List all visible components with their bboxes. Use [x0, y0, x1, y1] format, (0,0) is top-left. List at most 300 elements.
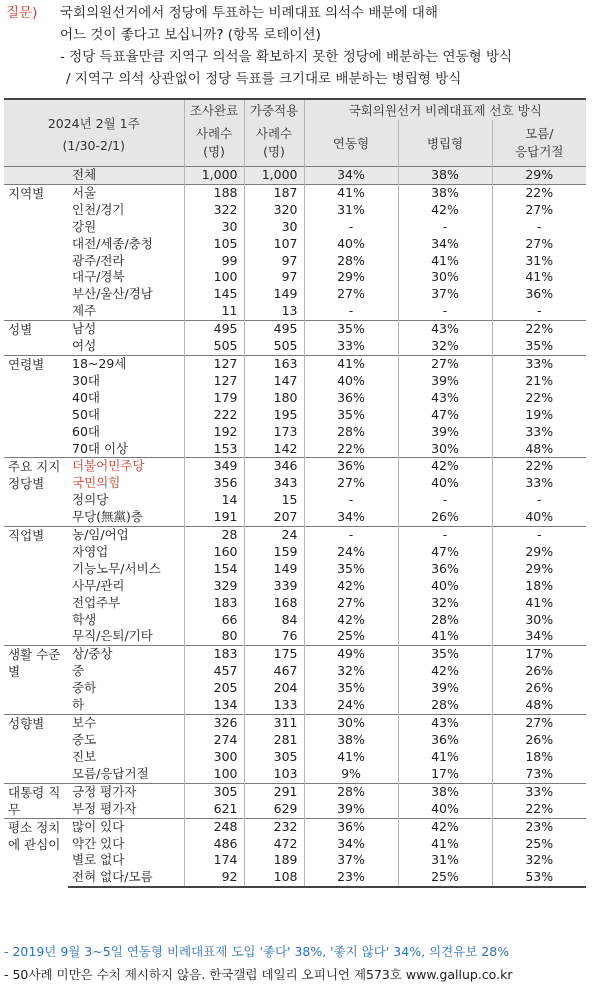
cell-parallel-pct: 40%	[398, 578, 492, 595]
cell-done-count: 486	[184, 836, 244, 853]
row-label: 부산/울산/경남	[72, 286, 153, 302]
cell-done-count: 205	[184, 680, 244, 697]
cell-done-count: 100	[184, 766, 244, 783]
results-table	[4, 98, 586, 888]
row-label: 하	[72, 697, 85, 713]
row-label: 보수	[68, 715, 184, 732]
group-label: 지역별	[4, 184, 68, 320]
row-label: 국민의힘	[72, 475, 121, 491]
cell-weighted-count: 163	[244, 355, 304, 372]
row-label: 자영업	[72, 543, 109, 559]
row-label: 70대 이상	[72, 440, 129, 456]
cell-parallel-pct: 36%	[398, 561, 492, 578]
table-row	[4, 492, 586, 509]
cell-weighted-count: 149	[244, 286, 304, 303]
table-row	[4, 663, 586, 680]
cell-parallel-pct: 26%	[398, 509, 492, 526]
cell-parallel-pct: 27%	[398, 355, 492, 372]
row-label: 무직/은퇴/기타	[72, 628, 153, 644]
group-label: 평소 정치에 관심이	[4, 818, 68, 887]
cell-weighted-count: 13	[244, 303, 304, 320]
cell-weighted-count: 108	[244, 869, 304, 887]
cell-parallel-pct: 41%	[398, 749, 492, 766]
cell-done-count: 100	[184, 269, 244, 286]
row-label: 농/임/어업	[68, 527, 184, 544]
table-row	[4, 595, 586, 612]
cell-parallel-pct: -	[398, 303, 492, 320]
cell-linked-pct: 41%	[304, 184, 398, 201]
row-label: 무당(無黨)층	[72, 509, 143, 525]
cell-done-count: 80	[184, 628, 244, 645]
cell-unknown-pct: -	[492, 219, 586, 236]
table-row	[4, 286, 586, 303]
table-row	[4, 253, 586, 270]
cell-linked-pct: 39%	[304, 801, 398, 819]
cell-done-count: 322	[184, 202, 244, 219]
cell-done-count: 174	[184, 852, 244, 869]
cell-weighted-count: 204	[244, 680, 304, 697]
cell-parallel-pct: 40%	[398, 475, 492, 492]
cell-parallel-pct: 41%	[398, 836, 492, 853]
row-label: 중도	[72, 731, 97, 747]
cell-done-count: 28	[184, 527, 244, 544]
table-row	[4, 269, 586, 286]
cell-done-count: 191	[184, 509, 244, 526]
cell-linked-pct: 34%	[304, 509, 398, 526]
row-label: 서울	[68, 184, 184, 201]
table-row	[4, 236, 586, 253]
cell-weighted-count: 175	[244, 646, 304, 663]
results-table-body	[4, 167, 586, 888]
row-label: 전혀 없다/모름	[68, 869, 184, 887]
cell-unknown-pct: 31%	[492, 253, 586, 270]
cell-done-count: 14	[184, 492, 244, 509]
question-line-2: 어느 것이 좋다고 보십니까? (항목 로테이션)	[60, 27, 321, 43]
cell-unknown-pct: 33%	[492, 783, 586, 801]
cell-parallel-pct: 30%	[398, 441, 492, 458]
cell-linked-pct: 30%	[304, 715, 398, 732]
cell-parallel-pct: 47%	[398, 544, 492, 561]
group-label: 직업별	[4, 527, 68, 646]
cell-linked-pct: 41%	[304, 355, 398, 372]
cell-parallel-pct: 38%	[398, 167, 492, 185]
table-row	[4, 749, 586, 766]
period-header	[4, 99, 184, 167]
table-row	[4, 441, 586, 458]
col-option-unknown: 모름/ 응답거절	[492, 120, 586, 167]
cell-linked-pct: 33%	[304, 338, 398, 355]
col-done-top: 조사완료	[184, 99, 244, 120]
cell-done-count: 145	[184, 286, 244, 303]
cell-parallel-pct: 41%	[398, 628, 492, 645]
cell-linked-pct: 22%	[304, 441, 398, 458]
col-option-parallel: 병립형	[398, 120, 492, 167]
cell-unknown-pct: 18%	[492, 749, 586, 766]
row-label: 부정 평가자	[72, 800, 137, 816]
cell-done-count: 183	[184, 595, 244, 612]
cell-weighted-count: 311	[244, 715, 304, 732]
cell-parallel-pct: 17%	[398, 766, 492, 783]
cell-linked-pct: 23%	[304, 869, 398, 887]
cell-parallel-pct: -	[398, 492, 492, 509]
row-label: 약간 있다	[72, 835, 125, 851]
row-label: 별로 없다	[72, 852, 125, 868]
row-label: 18~29세	[68, 355, 184, 372]
cell-parallel-pct: 42%	[398, 818, 492, 835]
table-row	[4, 475, 586, 492]
cell-unknown-pct: 29%	[492, 544, 586, 561]
cell-unknown-pct: 48%	[492, 441, 586, 458]
group-label: 성별	[4, 321, 68, 356]
table-row	[4, 219, 586, 236]
cell-done-count: 127	[184, 355, 244, 372]
cell-parallel-pct: -	[398, 527, 492, 544]
cell-parallel-pct: 28%	[398, 697, 492, 714]
cell-linked-pct: 27%	[304, 595, 398, 612]
cell-weighted-count: 339	[244, 578, 304, 595]
cell-unknown-pct: -	[492, 527, 586, 544]
cell-weighted-count: 168	[244, 595, 304, 612]
cell-linked-pct: 24%	[304, 697, 398, 714]
cell-done-count: 505	[184, 338, 244, 355]
cell-unknown-pct: 29%	[492, 167, 586, 185]
question-line-3: - 정당 득표율만큼 지역구 의석을 확보하지 못한 정당에 배분하는 연동형 방식	[60, 49, 513, 65]
pref-title: 국회의원선거 비례대표제 선호 방식	[304, 99, 586, 120]
row-label: 사무/관리	[72, 577, 125, 593]
cell-linked-pct: -	[304, 492, 398, 509]
cell-done-count: 274	[184, 732, 244, 749]
cell-weighted-count: 495	[244, 321, 304, 338]
row-label: 남성	[68, 321, 184, 338]
cell-parallel-pct: 35%	[398, 646, 492, 663]
table-row	[4, 407, 586, 424]
cell-done-count: 300	[184, 749, 244, 766]
cell-weighted-count: 84	[244, 612, 304, 629]
cell-parallel-pct: 41%	[398, 253, 492, 270]
col-done-bottom: 사례수 (명)	[184, 120, 244, 167]
cell-done-count: 495	[184, 321, 244, 338]
cell-done-count: 30	[184, 219, 244, 236]
row-label: 대구/경북	[72, 269, 125, 285]
cell-weighted-count: 629	[244, 801, 304, 819]
cell-weighted-count: 173	[244, 424, 304, 441]
row-label: 모름/응답거절	[72, 765, 149, 781]
cell-parallel-pct: 40%	[398, 801, 492, 819]
period-range: (1/30-2/1)	[62, 137, 125, 153]
row-label: 50대	[72, 406, 100, 422]
cell-weighted-count: 159	[244, 544, 304, 561]
cell-parallel-pct: 47%	[398, 407, 492, 424]
row-label: 더불어민주당	[68, 458, 184, 475]
cell-weighted-count: 24	[244, 527, 304, 544]
footnote-source: - 50사례 미만은 수치 제시하지 않음. 한국갤럽 데일리 오피니언 제573호 www.gallup.co.kr	[4, 967, 513, 982]
cell-unknown-pct: -	[492, 303, 586, 320]
cell-linked-pct: 34%	[304, 836, 398, 853]
cell-linked-pct: 34%	[304, 167, 398, 185]
row-label: 정의당	[72, 492, 109, 508]
row-label: 긍정 평가자	[68, 783, 184, 801]
cell-unknown-pct: 22%	[492, 458, 586, 475]
cell-weighted-count: 187	[244, 184, 304, 201]
cell-linked-pct: 28%	[304, 424, 398, 441]
col-option-linked: 연동형	[304, 120, 398, 167]
cell-done-count: 92	[184, 869, 244, 887]
cell-linked-pct: 24%	[304, 544, 398, 561]
cell-linked-pct: 36%	[304, 390, 398, 407]
table-row	[4, 373, 586, 390]
cell-unknown-pct: 30%	[492, 612, 586, 629]
cell-unknown-pct: 22%	[492, 184, 586, 201]
cell-weighted-count: 142	[244, 441, 304, 458]
row-label: 40대	[72, 389, 100, 405]
cell-weighted-count: 232	[244, 818, 304, 835]
table-row-total	[4, 167, 586, 185]
cell-linked-pct: 35%	[304, 407, 398, 424]
cell-unknown-pct: 26%	[492, 732, 586, 749]
cell-weighted-count: 207	[244, 509, 304, 526]
cell-done-count: 179	[184, 390, 244, 407]
group-label-blank	[4, 167, 68, 185]
cell-unknown-pct: 17%	[492, 646, 586, 663]
table-row	[4, 628, 586, 645]
cell-done-count: 356	[184, 475, 244, 492]
table-row	[4, 355, 586, 372]
row-label: 대전/세종/충청	[72, 235, 153, 251]
cell-weighted-count: 97	[244, 269, 304, 286]
cell-done-count: 154	[184, 561, 244, 578]
cell-linked-pct: 35%	[304, 680, 398, 697]
table-row	[4, 801, 586, 819]
cell-linked-pct: 27%	[304, 286, 398, 303]
cell-unknown-pct: 27%	[492, 715, 586, 732]
cell-linked-pct: 42%	[304, 612, 398, 629]
cell-linked-pct: 40%	[304, 236, 398, 253]
table-row	[4, 852, 586, 869]
table-row	[4, 321, 586, 338]
cell-unknown-pct: 53%	[492, 869, 586, 887]
row-label: 전체	[68, 167, 184, 185]
cell-unknown-pct: 23%	[492, 818, 586, 835]
table-row	[4, 869, 586, 887]
row-label: 진보	[72, 748, 97, 764]
cell-parallel-pct: 42%	[398, 202, 492, 219]
cell-unknown-pct: 25%	[492, 836, 586, 853]
question-line-4: / 지역구 의석 상관없이 정당 득표를 크기대로 배분하는 병립형 방식	[66, 71, 462, 87]
cell-unknown-pct: 26%	[492, 680, 586, 697]
table-row	[4, 578, 586, 595]
group-label: 대통령 직무	[4, 783, 68, 818]
cell-unknown-pct: 22%	[492, 801, 586, 819]
cell-parallel-pct: 36%	[398, 732, 492, 749]
cell-done-count: 192	[184, 424, 244, 441]
cell-unknown-pct: 18%	[492, 578, 586, 595]
row-label: 중	[72, 663, 85, 679]
cell-unknown-pct: 19%	[492, 407, 586, 424]
cell-done-count: 11	[184, 303, 244, 320]
cell-unknown-pct: 22%	[492, 390, 586, 407]
cell-parallel-pct: 42%	[398, 458, 492, 475]
cell-parallel-pct: 25%	[398, 869, 492, 887]
cell-linked-pct: -	[304, 527, 398, 544]
cell-unknown-pct: 29%	[492, 561, 586, 578]
cell-unknown-pct: 34%	[492, 628, 586, 645]
cell-done-count: 305	[184, 783, 244, 801]
cell-unknown-pct: 22%	[492, 321, 586, 338]
cell-done-count: 457	[184, 663, 244, 680]
cell-done-count: 105	[184, 236, 244, 253]
cell-linked-pct: -	[304, 303, 398, 320]
cell-parallel-pct: 30%	[398, 269, 492, 286]
cell-linked-pct: 40%	[304, 373, 398, 390]
table-row	[4, 646, 586, 663]
cell-linked-pct: 36%	[304, 458, 398, 475]
table-row	[4, 458, 586, 475]
cell-done-count: 127	[184, 373, 244, 390]
results-table-container	[4, 98, 586, 888]
table-row	[4, 732, 586, 749]
cell-done-count: 66	[184, 612, 244, 629]
row-label: 상/중상	[68, 646, 184, 663]
cell-parallel-pct: 32%	[398, 338, 492, 355]
cell-weighted-count: 505	[244, 338, 304, 355]
cell-weighted-count: 281	[244, 732, 304, 749]
footnote-previous-survey: - 2019년 9월 3~5일 연동형 비례대표제 도입 '좋다' 38%, '좋지 않다' 34%, 의견유보 28%	[4, 944, 510, 959]
cell-weighted-count: 346	[244, 458, 304, 475]
question-label: 질문)	[6, 5, 38, 21]
row-label: 많이 있다	[68, 818, 184, 835]
cell-weighted-count: 30	[244, 219, 304, 236]
cell-unknown-pct: 40%	[492, 509, 586, 526]
table-row	[4, 509, 586, 526]
cell-linked-pct: -	[304, 219, 398, 236]
cell-linked-pct: 28%	[304, 253, 398, 270]
cell-linked-pct: 32%	[304, 663, 398, 680]
col-weight-top: 가중적용	[244, 99, 304, 120]
cell-parallel-pct: 39%	[398, 680, 492, 697]
table-row	[4, 680, 586, 697]
col-weight-bottom: 사례수 (명)	[244, 120, 304, 167]
row-label: 강원	[72, 218, 97, 234]
row-label: 제주	[72, 303, 97, 319]
cell-parallel-pct: 39%	[398, 424, 492, 441]
cell-done-count: 329	[184, 578, 244, 595]
cell-parallel-pct: 39%	[398, 373, 492, 390]
cell-linked-pct: 38%	[304, 732, 398, 749]
cell-unknown-pct: 48%	[492, 697, 586, 714]
cell-weighted-count: 305	[244, 749, 304, 766]
cell-done-count: 1,000	[184, 167, 244, 185]
cell-done-count: 326	[184, 715, 244, 732]
row-label: 인천/경기	[72, 201, 125, 217]
cell-unknown-pct: 41%	[492, 595, 586, 612]
cell-unknown-pct: 35%	[492, 338, 586, 355]
cell-done-count: 183	[184, 646, 244, 663]
cell-unknown-pct: 27%	[492, 236, 586, 253]
cell-done-count: 248	[184, 818, 244, 835]
table-row	[4, 544, 586, 561]
cell-weighted-count: 107	[244, 236, 304, 253]
cell-weighted-count: 291	[244, 783, 304, 801]
cell-unknown-pct: 32%	[492, 852, 586, 869]
cell-weighted-count: 180	[244, 390, 304, 407]
cell-parallel-pct: 28%	[398, 612, 492, 629]
cell-linked-pct: 9%	[304, 766, 398, 783]
table-row	[4, 697, 586, 714]
table-row	[4, 527, 586, 544]
group-label: 성향별	[4, 715, 68, 784]
cell-linked-pct: 35%	[304, 561, 398, 578]
cell-linked-pct: 31%	[304, 202, 398, 219]
cell-parallel-pct: 38%	[398, 184, 492, 201]
cell-linked-pct: 25%	[304, 628, 398, 645]
row-label: 중하	[72, 680, 97, 696]
question-line-1: 국회의원선거에서 정당에 투표하는 비례대표 의석수 배분에 대해	[60, 5, 438, 21]
cell-weighted-count: 133	[244, 697, 304, 714]
table-row	[4, 390, 586, 407]
cell-weighted-count: 320	[244, 202, 304, 219]
cell-linked-pct: 42%	[304, 578, 398, 595]
row-label: 60대	[72, 423, 100, 439]
cell-linked-pct: 28%	[304, 783, 398, 801]
cell-parallel-pct: 31%	[398, 852, 492, 869]
cell-parallel-pct: 38%	[398, 783, 492, 801]
cell-linked-pct: 36%	[304, 818, 398, 835]
cell-weighted-count: 467	[244, 663, 304, 680]
cell-done-count: 134	[184, 697, 244, 714]
cell-unknown-pct: 26%	[492, 663, 586, 680]
table-row	[4, 202, 586, 219]
question-block	[0, 0, 600, 90]
table-row	[4, 561, 586, 578]
group-label: 연령별	[4, 355, 68, 457]
cell-weighted-count: 149	[244, 561, 304, 578]
table-row	[4, 303, 586, 320]
cell-done-count: 621	[184, 801, 244, 819]
row-label: 학생	[72, 611, 97, 627]
cell-unknown-pct: 33%	[492, 475, 586, 492]
row-label: 30대	[72, 372, 100, 388]
cell-parallel-pct: -	[398, 219, 492, 236]
cell-parallel-pct: 43%	[398, 390, 492, 407]
cell-done-count: 222	[184, 407, 244, 424]
cell-unknown-pct: 33%	[492, 424, 586, 441]
row-label: 전업주부	[72, 594, 121, 610]
cell-linked-pct: 49%	[304, 646, 398, 663]
cell-parallel-pct: 42%	[398, 663, 492, 680]
cell-done-count: 160	[184, 544, 244, 561]
cell-weighted-count: 76	[244, 628, 304, 645]
group-label: 주요 지지 정당별	[4, 458, 68, 527]
cell-unknown-pct: 41%	[492, 269, 586, 286]
table-row	[4, 783, 586, 801]
cell-weighted-count: 103	[244, 766, 304, 783]
cell-done-count: 99	[184, 253, 244, 270]
cell-unknown-pct: -	[492, 492, 586, 509]
row-label: 여성	[72, 338, 97, 354]
cell-done-count: 153	[184, 441, 244, 458]
table-row	[4, 836, 586, 853]
row-label: 광주/전라	[72, 252, 125, 268]
cell-parallel-pct: 34%	[398, 236, 492, 253]
cell-weighted-count: 15	[244, 492, 304, 509]
cell-weighted-count: 147	[244, 373, 304, 390]
cell-linked-pct: 37%	[304, 852, 398, 869]
cell-done-count: 188	[184, 184, 244, 201]
cell-linked-pct: 35%	[304, 321, 398, 338]
table-row	[4, 338, 586, 355]
cell-weighted-count: 97	[244, 253, 304, 270]
cell-linked-pct: 27%	[304, 475, 398, 492]
